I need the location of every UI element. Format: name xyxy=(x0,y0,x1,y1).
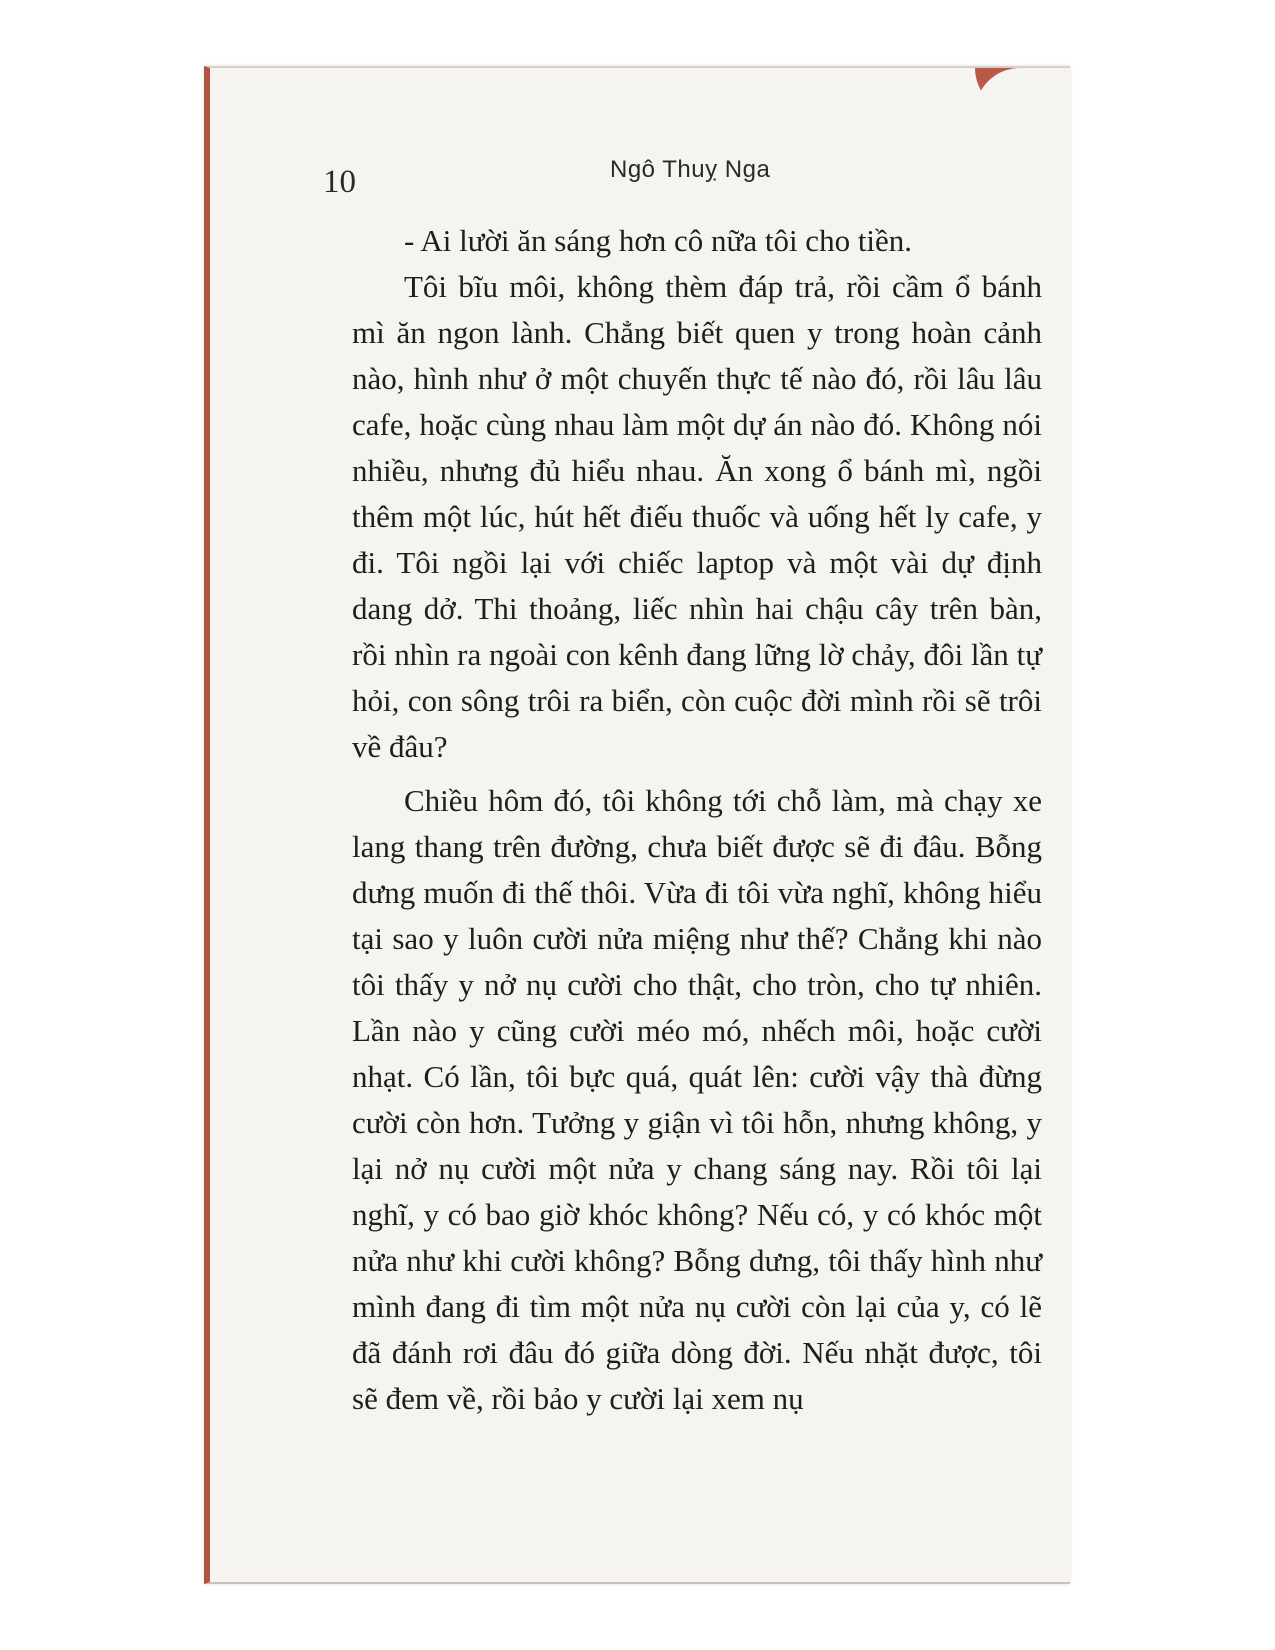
paragraph: Tôi bĩu môi, không thèm đáp trả, rồi cầm ổ bánh mì ăn ngon lành. Chẳng biết quen y trong hoàn cảnh nào, hình như ở một chuyến thực tế nào đó, rồi lâu lâu cafe, hoặc cùng nhau làm một dự án nào đó. Không nói nhiều, nhưng đủ hiểu nhau. Ăn xong ổ bánh mì, ngồi thêm một lúc, hút hết điếu thuốc và uống hết ly cafe, y đi. Tôi ngồi lại với chiếc laptop và một vài dự định dang dở. Thi thoảng, liếc nhìn hai chậu cây trên bàn, rồi nhìn ra ngoài con kênh đang lững lờ chảy, đôi lần tự hỏi, con sông trôi ra biển, còn cuộc đời mình rồi sẽ trôi về đâu? xyxy=(352,269,1042,764)
running-head-author: Ngô Thuỵ Nga xyxy=(610,156,771,183)
page-corner-curl xyxy=(975,68,1070,113)
body-text xyxy=(352,218,1042,1422)
book-page xyxy=(204,66,1070,1584)
paragraph: Chiều hôm đó, tôi không tới chỗ làm, mà chạy xe lang thang trên đường, chưa biết được sẽ đi đâu. Bỗng dưng muốn đi thế thôi. Vừa đi tôi vừa nghĩ, không hiểu tại sao y luôn cười nửa miệng như thế? Chẳng khi nào tôi thấy y nở nụ cười cho thật, cho tròn, cho tự nhiên. Lần nào y cũng cười méo mó, nhếch môi, hoặc cười nhạt. Có lần, tôi bực quá, quát lên: cười vậy thà đừng cười còn hơn. Tưởng y giận vì tôi hỗn, nhưng không, y lại nở nụ cười một nửa y chang sáng nay. Rồi tôi lại nghĩ, y có bao giờ khóc không? Nếu có, y có khóc một nửa như khi cười không? Bỗng dưng, tôi thấy hình như mình đang đi tìm một nửa nụ cười còn lại của y, có lẽ đã đánh rơi đâu đó giữa dòng đời. Nếu nhặt được, tôi sẽ đem về, rồi bảo y cười lại xem nụ xyxy=(352,783,1042,1416)
page-number: 10 xyxy=(323,164,356,200)
paragraph-dialogue: - Ai lười ăn sáng hơn cô nữa tôi cho tiền. xyxy=(404,223,913,258)
